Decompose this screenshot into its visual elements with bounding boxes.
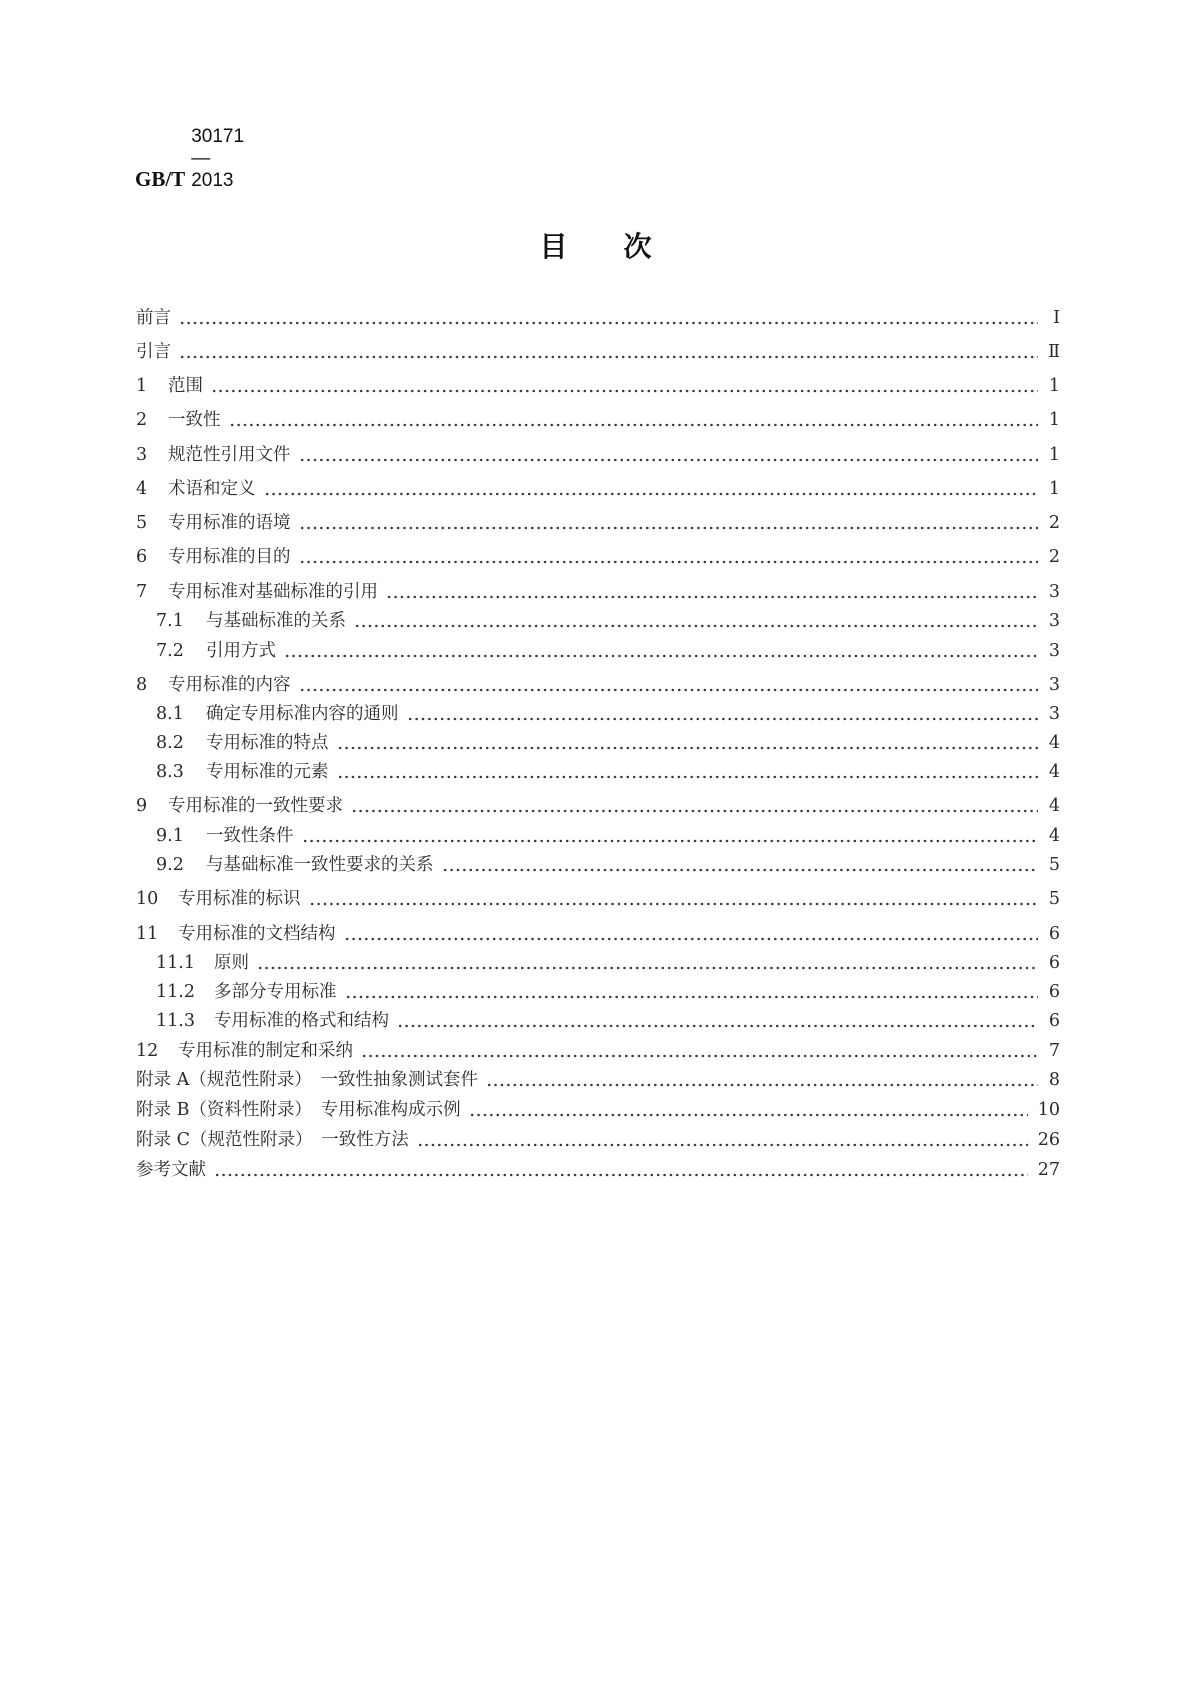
toc-entry-number: 4 bbox=[136, 479, 148, 499]
toc-entry-title: 专用标准的特点 bbox=[206, 733, 329, 753]
toc-entry-number: 11.3 bbox=[156, 1011, 195, 1031]
toc-entry[interactable] bbox=[136, 824, 1060, 848]
toc-entry[interactable] bbox=[136, 340, 1060, 364]
toc-entry-title: 引言 bbox=[136, 342, 171, 362]
toc-entry-page: Ⅱ bbox=[1048, 342, 1060, 362]
toc-entry[interactable] bbox=[136, 408, 1060, 432]
toc-entry-page: 4 bbox=[1048, 796, 1060, 816]
toc-entry-page: 27 bbox=[1037, 1160, 1060, 1180]
toc-entry[interactable] bbox=[136, 951, 1060, 975]
toc-entry-title: 范围 bbox=[168, 376, 203, 396]
toc-entry[interactable] bbox=[136, 1039, 1060, 1063]
toc-entry[interactable] bbox=[136, 545, 1060, 569]
toc-entry[interactable] bbox=[136, 731, 1060, 755]
toc-entry[interactable] bbox=[136, 306, 1060, 330]
toc-entry-title: 附录 A（规范性附录） 一致性抽象测试套件 bbox=[136, 1070, 478, 1090]
dot-leader bbox=[299, 443, 1039, 467]
toc-entry[interactable] bbox=[136, 1128, 1060, 1152]
dot-leader bbox=[299, 511, 1039, 535]
toc-entry-title: 与基础标准的关系 bbox=[206, 611, 346, 631]
toc-entry-title: 确定专用标准内容的通则 bbox=[206, 704, 399, 724]
toc-entry-title: 附录 C（规范性附录） 一致性方法 bbox=[136, 1130, 409, 1150]
code-prefix: GB/T bbox=[135, 167, 186, 191]
toc-entry[interactable] bbox=[136, 673, 1060, 697]
code-number: 30171—2013 bbox=[191, 126, 245, 191]
toc-entry-number: 11.2 bbox=[156, 982, 195, 1002]
toc-entry[interactable] bbox=[136, 980, 1060, 1004]
toc-entry[interactable] bbox=[136, 609, 1060, 633]
toc-entry-title: 规范性引用文件 bbox=[168, 445, 291, 465]
toc-entry-number: 10 bbox=[136, 889, 159, 909]
toc-entry-page: 3 bbox=[1048, 582, 1060, 602]
dot-leader bbox=[354, 609, 1038, 633]
toc-entry-number: 8.2 bbox=[156, 733, 184, 753]
toc-entry-title: 参考文献 bbox=[136, 1160, 206, 1180]
dot-leader bbox=[386, 580, 1038, 604]
dot-leader bbox=[351, 794, 1038, 818]
toc-entry-page: 3 bbox=[1048, 675, 1060, 695]
dot-leader bbox=[179, 306, 1038, 330]
toc-entry[interactable] bbox=[136, 1098, 1060, 1122]
dot-leader bbox=[361, 1039, 1038, 1063]
toc-entry-page: 1 bbox=[1048, 479, 1060, 499]
dot-leader bbox=[309, 887, 1039, 911]
toc-entry[interactable] bbox=[136, 477, 1060, 501]
dot-leader bbox=[214, 1158, 1028, 1182]
toc-entry-title: 专用标准的内容 bbox=[168, 675, 291, 695]
toc-entry[interactable] bbox=[136, 639, 1060, 663]
toc-entry-number: 6 bbox=[136, 547, 148, 567]
toc-entry-title: 专用标准的语境 bbox=[168, 513, 291, 533]
toc-entry-page: 3 bbox=[1048, 611, 1060, 631]
toc-entry-number: 9.2 bbox=[156, 855, 184, 875]
toc-entry[interactable] bbox=[136, 760, 1060, 784]
toc-heading: 目次 bbox=[539, 230, 708, 263]
toc-entry-title: 与基础标准一致性要求的关系 bbox=[206, 855, 434, 875]
toc-entry-title: 专用标准的元素 bbox=[206, 762, 329, 782]
dot-leader bbox=[284, 639, 1038, 663]
toc-entry-number: 7.1 bbox=[156, 611, 184, 631]
toc-entry[interactable] bbox=[136, 1009, 1060, 1033]
toc-entry-page: 3 bbox=[1048, 641, 1060, 661]
toc-entry-page: Ⅰ bbox=[1053, 308, 1060, 328]
dot-leader bbox=[469, 1098, 1028, 1122]
toc-entry-title: 专用标准的一致性要求 bbox=[168, 796, 343, 816]
dot-leader bbox=[264, 477, 1039, 501]
toc-entry-number: 8.3 bbox=[156, 762, 184, 782]
toc-entry-title: 一致性 bbox=[168, 410, 221, 430]
dot-leader bbox=[257, 951, 1038, 975]
toc-entry-number: 5 bbox=[136, 513, 148, 533]
toc-entry-number: 8.1 bbox=[156, 704, 184, 724]
toc-entry-number: 7.2 bbox=[156, 641, 184, 661]
toc-entry-number: 11 bbox=[136, 924, 159, 944]
toc-entry[interactable] bbox=[136, 1068, 1060, 1092]
toc-entry-number: 12 bbox=[136, 1041, 159, 1061]
toc-entry-title: 专用标准的格式和结构 bbox=[214, 1011, 389, 1031]
toc-entry-title: 一致性条件 bbox=[206, 826, 294, 846]
toc-entry-number: 2 bbox=[136, 410, 148, 430]
dot-leader bbox=[179, 340, 1038, 364]
toc-entry-title: 专用标准的标识 bbox=[178, 889, 301, 909]
toc-entry-page: 4 bbox=[1048, 762, 1060, 782]
dot-leader bbox=[302, 824, 1039, 848]
dot-leader bbox=[417, 1128, 1028, 1152]
toc-entry-page: 6 bbox=[1048, 1011, 1060, 1031]
toc-entry-page: 2 bbox=[1048, 513, 1060, 533]
document-code bbox=[135, 126, 245, 192]
toc-entry-number: 1 bbox=[136, 376, 148, 396]
toc-entry-title: 原则 bbox=[214, 953, 249, 973]
toc-entry[interactable] bbox=[136, 794, 1060, 818]
dot-leader bbox=[229, 408, 1039, 432]
dot-leader bbox=[345, 980, 1039, 1004]
toc-entry-title: 多部分专用标准 bbox=[214, 982, 337, 1002]
toc-entry[interactable] bbox=[136, 922, 1060, 946]
toc-entry-title: 专用标准对基础标准的引用 bbox=[168, 582, 378, 602]
toc-entry-page: 6 bbox=[1048, 953, 1060, 973]
toc-entry-page: 3 bbox=[1048, 704, 1060, 724]
dot-leader bbox=[299, 673, 1039, 697]
toc-entry-number: 8 bbox=[136, 675, 148, 695]
dot-leader bbox=[442, 853, 1039, 877]
toc-entry-number: 9 bbox=[136, 796, 148, 816]
toc-entry[interactable] bbox=[136, 580, 1060, 604]
toc-entry[interactable] bbox=[136, 374, 1060, 398]
toc-entry-page: 6 bbox=[1048, 982, 1060, 1002]
toc-entry-title: 引用方式 bbox=[206, 641, 276, 661]
toc-entry[interactable] bbox=[136, 853, 1060, 877]
toc-entry-number: 7 bbox=[136, 582, 148, 602]
toc-entry-title: 附录 B（资料性附录） 专用标准构成示例 bbox=[136, 1100, 461, 1120]
toc-entry-page: 26 bbox=[1037, 1130, 1060, 1150]
dot-leader bbox=[407, 702, 1039, 726]
toc-entry-page: 2 bbox=[1048, 547, 1060, 567]
dot-leader bbox=[344, 922, 1039, 946]
toc-entry[interactable] bbox=[136, 702, 1060, 726]
toc-entry-number: 9.1 bbox=[156, 826, 184, 846]
toc-entry-title: 专用标准的文档结构 bbox=[178, 924, 336, 944]
dot-leader bbox=[337, 760, 1039, 784]
toc-entry[interactable] bbox=[136, 1158, 1060, 1182]
toc-entry-page: 6 bbox=[1048, 924, 1060, 944]
dot-leader bbox=[211, 374, 1038, 398]
toc-entry-page: 1 bbox=[1048, 445, 1060, 465]
toc-entry-title: 术语和定义 bbox=[168, 479, 256, 499]
dot-leader bbox=[397, 1009, 1038, 1033]
dot-leader bbox=[299, 545, 1039, 569]
toc-entry-page: 7 bbox=[1048, 1041, 1060, 1061]
toc-entry-page: 1 bbox=[1048, 410, 1060, 430]
dot-leader bbox=[486, 1068, 1038, 1092]
toc-entry-title: 专用标准的制定和采纳 bbox=[178, 1041, 353, 1061]
toc-entry-page: 5 bbox=[1048, 889, 1060, 909]
toc-entry-page: 5 bbox=[1048, 855, 1060, 875]
toc-entry-page: 4 bbox=[1048, 733, 1060, 753]
toc-entry[interactable] bbox=[136, 887, 1060, 911]
toc-entry-title: 专用标准的目的 bbox=[168, 547, 291, 567]
toc-entry-title: 前言 bbox=[136, 308, 171, 328]
dot-leader bbox=[337, 731, 1039, 755]
toc-entry[interactable] bbox=[136, 443, 1060, 467]
toc-entry-page: 8 bbox=[1048, 1070, 1060, 1090]
toc-entry-page: 10 bbox=[1037, 1100, 1060, 1120]
toc-entry-number: 3 bbox=[136, 445, 148, 465]
toc-entry-page: 4 bbox=[1048, 826, 1060, 846]
toc-entry[interactable] bbox=[136, 511, 1060, 535]
toc-entry-page: 1 bbox=[1048, 376, 1060, 396]
toc-entry-number: 11.1 bbox=[156, 953, 195, 973]
